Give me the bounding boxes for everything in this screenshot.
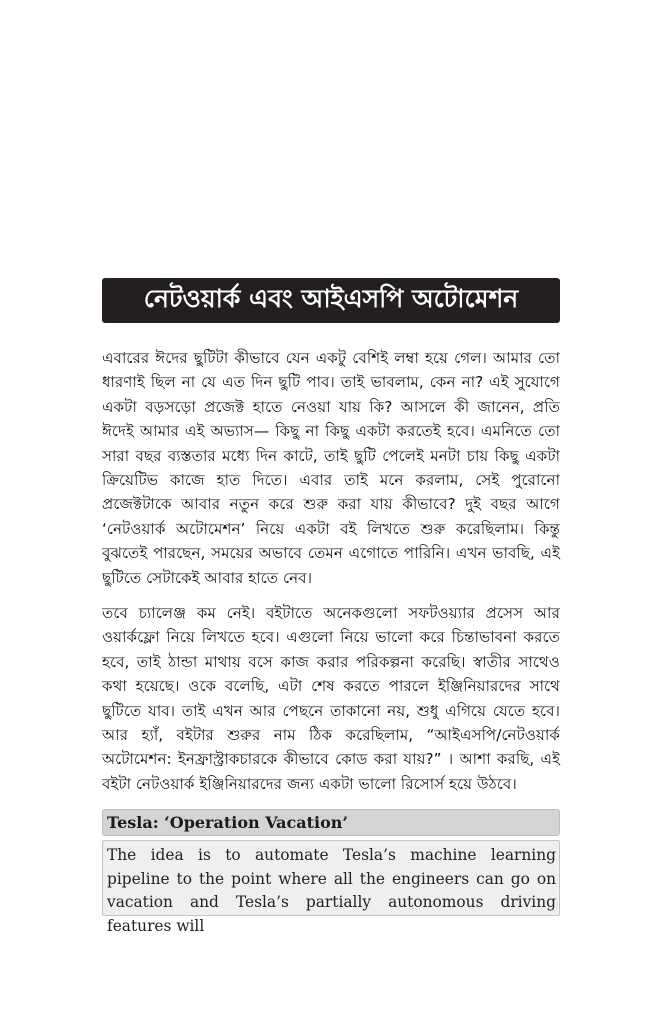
sidebar-text: The idea is to automate Tesla’s machine learning pipeline to the point where all the engineers can go on vacation and Tesla’s partially autonomous driving features will <box>107 846 556 935</box>
body-paragraph-1: এবারের ঈদের ছুটিটা কীভাবে যেন একটু বেশিই লম্বা হয়ে গেল। আমার তো ধারণাই ছিল না যে এত দিন ছুটি পাব। তাই ভাবলাম, কেন না? এই সুযোগে একটা বড়সড়ো প্রজেক্ট হাতে নেওয়া যায় কি? আসলে কী জানেন, প্রতি ঈদেই আমার এই অভ্যাস— কিছু না কিছু একটা করতেই হবে। এমনিতে তো সারা বছর ব্যস্ততার মধ্যে দিন কাটে, তাই ছুটি পেলেই মনটা চায় কিছু একটা ক্রিয়েটিভ কাজে হাত দিতে। এবার তাই মনে করলাম, সেই পুরোনো প্রজেক্টটাকে আবার নতুন করে শুরু করা যায় কীভাবে? দুই বছর আগে ‘নেটওয়ার্ক অটোমেশন’ নিয়ে একটা বই লিখতে শুরু করেছিলাম। কিন্তু বুঝতেই পারছেন, সময়ের অভাবে তেমন এগোতে পারিনি। এখন ভাবছি, এই ছুটিতে সেটাকেই আবার হাতে নেব। <box>102 349 560 587</box>
sidebar-title-bar <box>102 809 560 836</box>
chapter-title-banner <box>102 278 560 323</box>
sidebar-box <box>102 840 560 935</box>
chapter-title: নেটওয়ার্ক এবং আইএসপি অটোমেশন <box>143 284 519 313</box>
sidebar-title: Tesla: ‘Operation Vacation’ <box>107 813 348 832</box>
body-paragraph-2: তবে চ্যালেঞ্জ কম নেই। বইটাতে অনেকগুলো সফটওয়্যার প্রসেস আর ওয়ার্কফ্লো নিয়ে লিখতে হবে। এগুলো নিয়ে ভালো করে চিন্তাভাবনা করতে হবে, তাই ঠান্ডা মাথায় বসে কাজ করার পরিকল্পনা করেছি। স্বাতীর সাথেও কথা হয়েছে। ওকে বলেছি, এটা শেষ করতে পারলে ইঞ্জিনিয়ারদের সাথে ছুটিতে যাব। তাই এখন আর পেছনে তাকানো নয়, শুধু এগিয়ে যেতে হবে। আর হ্যাঁ, বইটার শুরুর নাম ঠিক করেছিলাম, “আইএসপি/নেটওয়ার্ক অটোমেশন: ইনফ্রাস্ট্রাকচারকে কীভাবে কোড করা যায়?” । আশা করছি, এই বইটা নেটওয়ার্ক ইঞ্জিনিয়ারদের জন্য একটা ভালো রিসোর্স হয়ে উঠবে। <box>102 604 560 793</box>
